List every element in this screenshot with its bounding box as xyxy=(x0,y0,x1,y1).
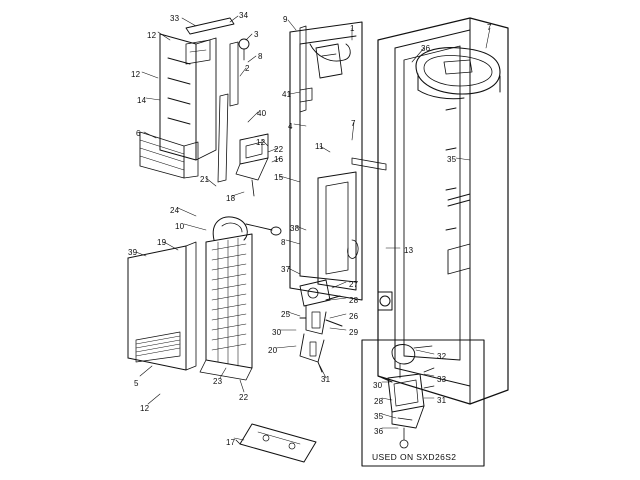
callout-label: 38 xyxy=(290,224,300,233)
callout-label: 19 xyxy=(157,238,167,247)
callout-label: 20 xyxy=(268,346,278,355)
callout-label: 25 xyxy=(281,310,291,319)
callout-label: 16 xyxy=(274,155,284,164)
callout-label: 7 xyxy=(351,119,356,128)
callout-label: 17 xyxy=(226,438,236,447)
callout-label: 12 xyxy=(131,70,141,79)
callout-label: 36 xyxy=(374,427,384,436)
callout-label: 12 xyxy=(140,404,150,413)
callout-label: 37 xyxy=(281,265,291,274)
callout-label: 35 xyxy=(374,412,384,421)
callout-label: 31 xyxy=(321,375,331,384)
callout-label: 26 xyxy=(349,312,359,321)
callout-label: 33 xyxy=(170,14,180,23)
cabinet-top-handle xyxy=(416,48,500,99)
callout-label: 39 xyxy=(128,248,138,257)
callout-label: 11 xyxy=(315,142,324,151)
callout-label: 12 xyxy=(256,138,266,147)
callout-label: 15 xyxy=(274,173,284,182)
callout-label: 3 xyxy=(254,30,259,39)
left-upper-liner xyxy=(140,34,216,178)
callout-label: 4 xyxy=(288,122,293,131)
callout-label: 9 xyxy=(283,15,288,24)
callout-label: 23 xyxy=(213,377,223,386)
callout-label: 22 xyxy=(274,145,284,154)
callout-label: 40 xyxy=(257,109,267,118)
hinge-linkage-assembly xyxy=(300,280,342,372)
divider-strips xyxy=(300,26,386,170)
callout-label: 29 xyxy=(349,328,359,337)
callout-label: 31 xyxy=(437,396,447,405)
callout-label: 30 xyxy=(373,381,383,390)
callout-label: 28 xyxy=(349,296,359,305)
callout-label: 30 xyxy=(272,328,282,337)
callout-label: 35 xyxy=(447,155,457,164)
callout-label: 28 xyxy=(374,397,384,406)
callout-label: 36 xyxy=(421,44,431,53)
callout-label: 33 xyxy=(437,375,447,384)
callout-label: 24 xyxy=(170,206,180,215)
callout-label: 10 xyxy=(175,222,185,231)
callout-label: 27 xyxy=(349,280,359,289)
callout-label: 7 xyxy=(487,23,492,32)
callout-label: 2 xyxy=(245,64,250,73)
callout-label: 18 xyxy=(226,194,236,203)
callout-label: 34 xyxy=(239,11,249,20)
left-lower-panel xyxy=(128,242,196,370)
bottom-mounting-plate xyxy=(236,424,316,462)
callout-label: 22 xyxy=(239,393,249,402)
callout-label: 41 xyxy=(282,90,292,99)
callout-label: 5 xyxy=(134,379,139,388)
evaporator-coil xyxy=(200,217,281,380)
evaporator-cover xyxy=(318,172,358,290)
callout-label: 1 xyxy=(350,24,355,33)
callout-label: 8 xyxy=(258,52,263,61)
callout-label: 32 xyxy=(437,352,447,361)
callout-label: 14 xyxy=(137,96,147,105)
callout-label: 21 xyxy=(200,175,210,184)
inset-usage-note: USED ON SXD26S2 xyxy=(372,452,457,462)
callout-label: 12 xyxy=(147,31,157,40)
callout-label: 13 xyxy=(404,246,414,255)
cabinet-outer-shell xyxy=(378,18,508,404)
callout-label: 6 xyxy=(136,129,141,138)
callout-label: 8 xyxy=(281,238,286,247)
